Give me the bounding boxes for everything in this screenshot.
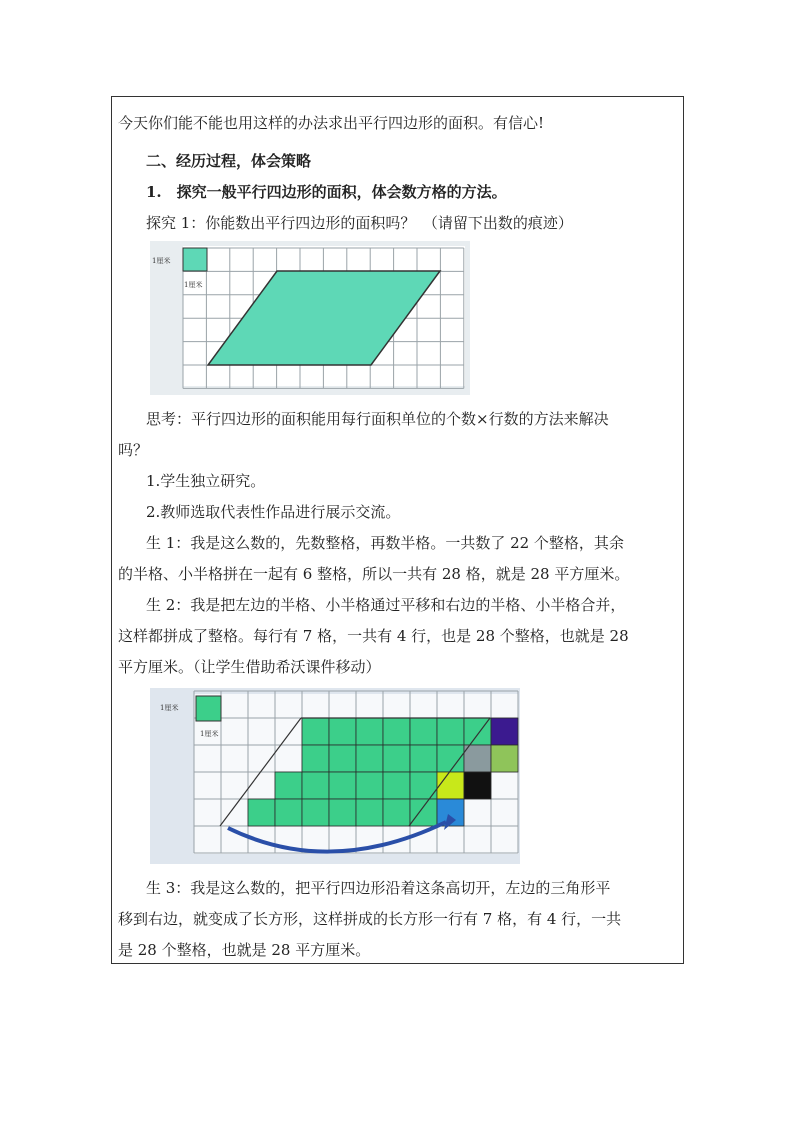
grid-cell [437,772,464,799]
unit-label-horizontal: 1厘米 [184,281,203,289]
text-line: 平方厘米。（让学生借助希沃课件移动） [118,658,381,676]
grid-cell [356,745,383,772]
parallelogram-grid-figure-1 [150,241,470,395]
grid-cell [464,745,491,772]
grid-cell [491,745,518,772]
grid-cell [464,772,491,799]
grid-cell [410,799,437,826]
grid-cell [383,718,410,745]
text-line: 2.教师选取代表性作品进行展示交流。 [146,503,401,521]
grid-cell [302,772,329,799]
text-line: 生 1：我是这么数的，先数整格，再数半格。一共数了 22 个整格，其余 [146,534,624,552]
text-line: 生 2：我是把左边的半格、小半格通过平移和右边的半格、小半格合并， [146,596,626,614]
grid-cell [356,799,383,826]
grid-cell [383,799,410,826]
grid-cell [275,772,302,799]
text-line: 今天你们能不能也用这样的办法求出平行四边形的面积。有信心! [118,114,545,132]
grid-cell [410,745,437,772]
grid-cell [329,718,356,745]
grid-cell [275,799,302,826]
text-line: 的半格、小半格拼在一起有 6 整格，所以一共有 28 格，就是 28 平方厘米。 [118,565,630,583]
grid-cell [410,718,437,745]
grid-cell [491,718,518,745]
section-heading: 二、经历过程，体会策略 [146,152,312,170]
subsection-heading: 1. 探究一般平行四边形的面积，体会数方格的方法。 [146,183,507,201]
grid-cell [302,718,329,745]
grid-cell [248,799,275,826]
grid-cell [302,799,329,826]
unit-label-vertical: 1厘米 [160,704,179,712]
unit-square [183,248,207,271]
grid-cell [329,799,356,826]
grid-cell [356,718,383,745]
text-line: 1.学生独立研究。 [146,472,266,490]
grid-cell [329,745,356,772]
text-line: 生 3：我是这么数的，把平行四边形沿着这条高切开，左边的三角形平 [146,879,611,897]
parallelogram-grid-figure-2 [150,688,520,864]
grid-cell [383,745,410,772]
grid-cell [356,772,383,799]
grid-cell [437,718,464,745]
text-line: 吗？ [118,441,149,459]
grid-cell [383,772,410,799]
grid-cell [302,745,329,772]
text-line: 是 28 个整格，也就是 28 平方厘米。 [118,941,371,959]
text-line: 这样都拼成了整格。每行有 7 格，一共有 4 行，也是 28 个整格，也就是 28 [118,627,629,645]
text-line: 移到右边，就变成了长方形，这样拼成的长方形一行有 7 格，有 4 行，一共 [118,910,622,928]
unit-label-horizontal: 1厘米 [200,730,219,738]
text-line: 思考：平行四边形的面积能用每行面积单位的个数×行数的方法来解决 [146,410,609,428]
text-line: 探究 1：你能数出平行四边形的面积吗？ （请留下出数的痕迹） [146,214,573,232]
grid-cell [329,772,356,799]
unit-square [196,696,221,721]
unit-label-vertical: 1厘米 [152,257,171,265]
